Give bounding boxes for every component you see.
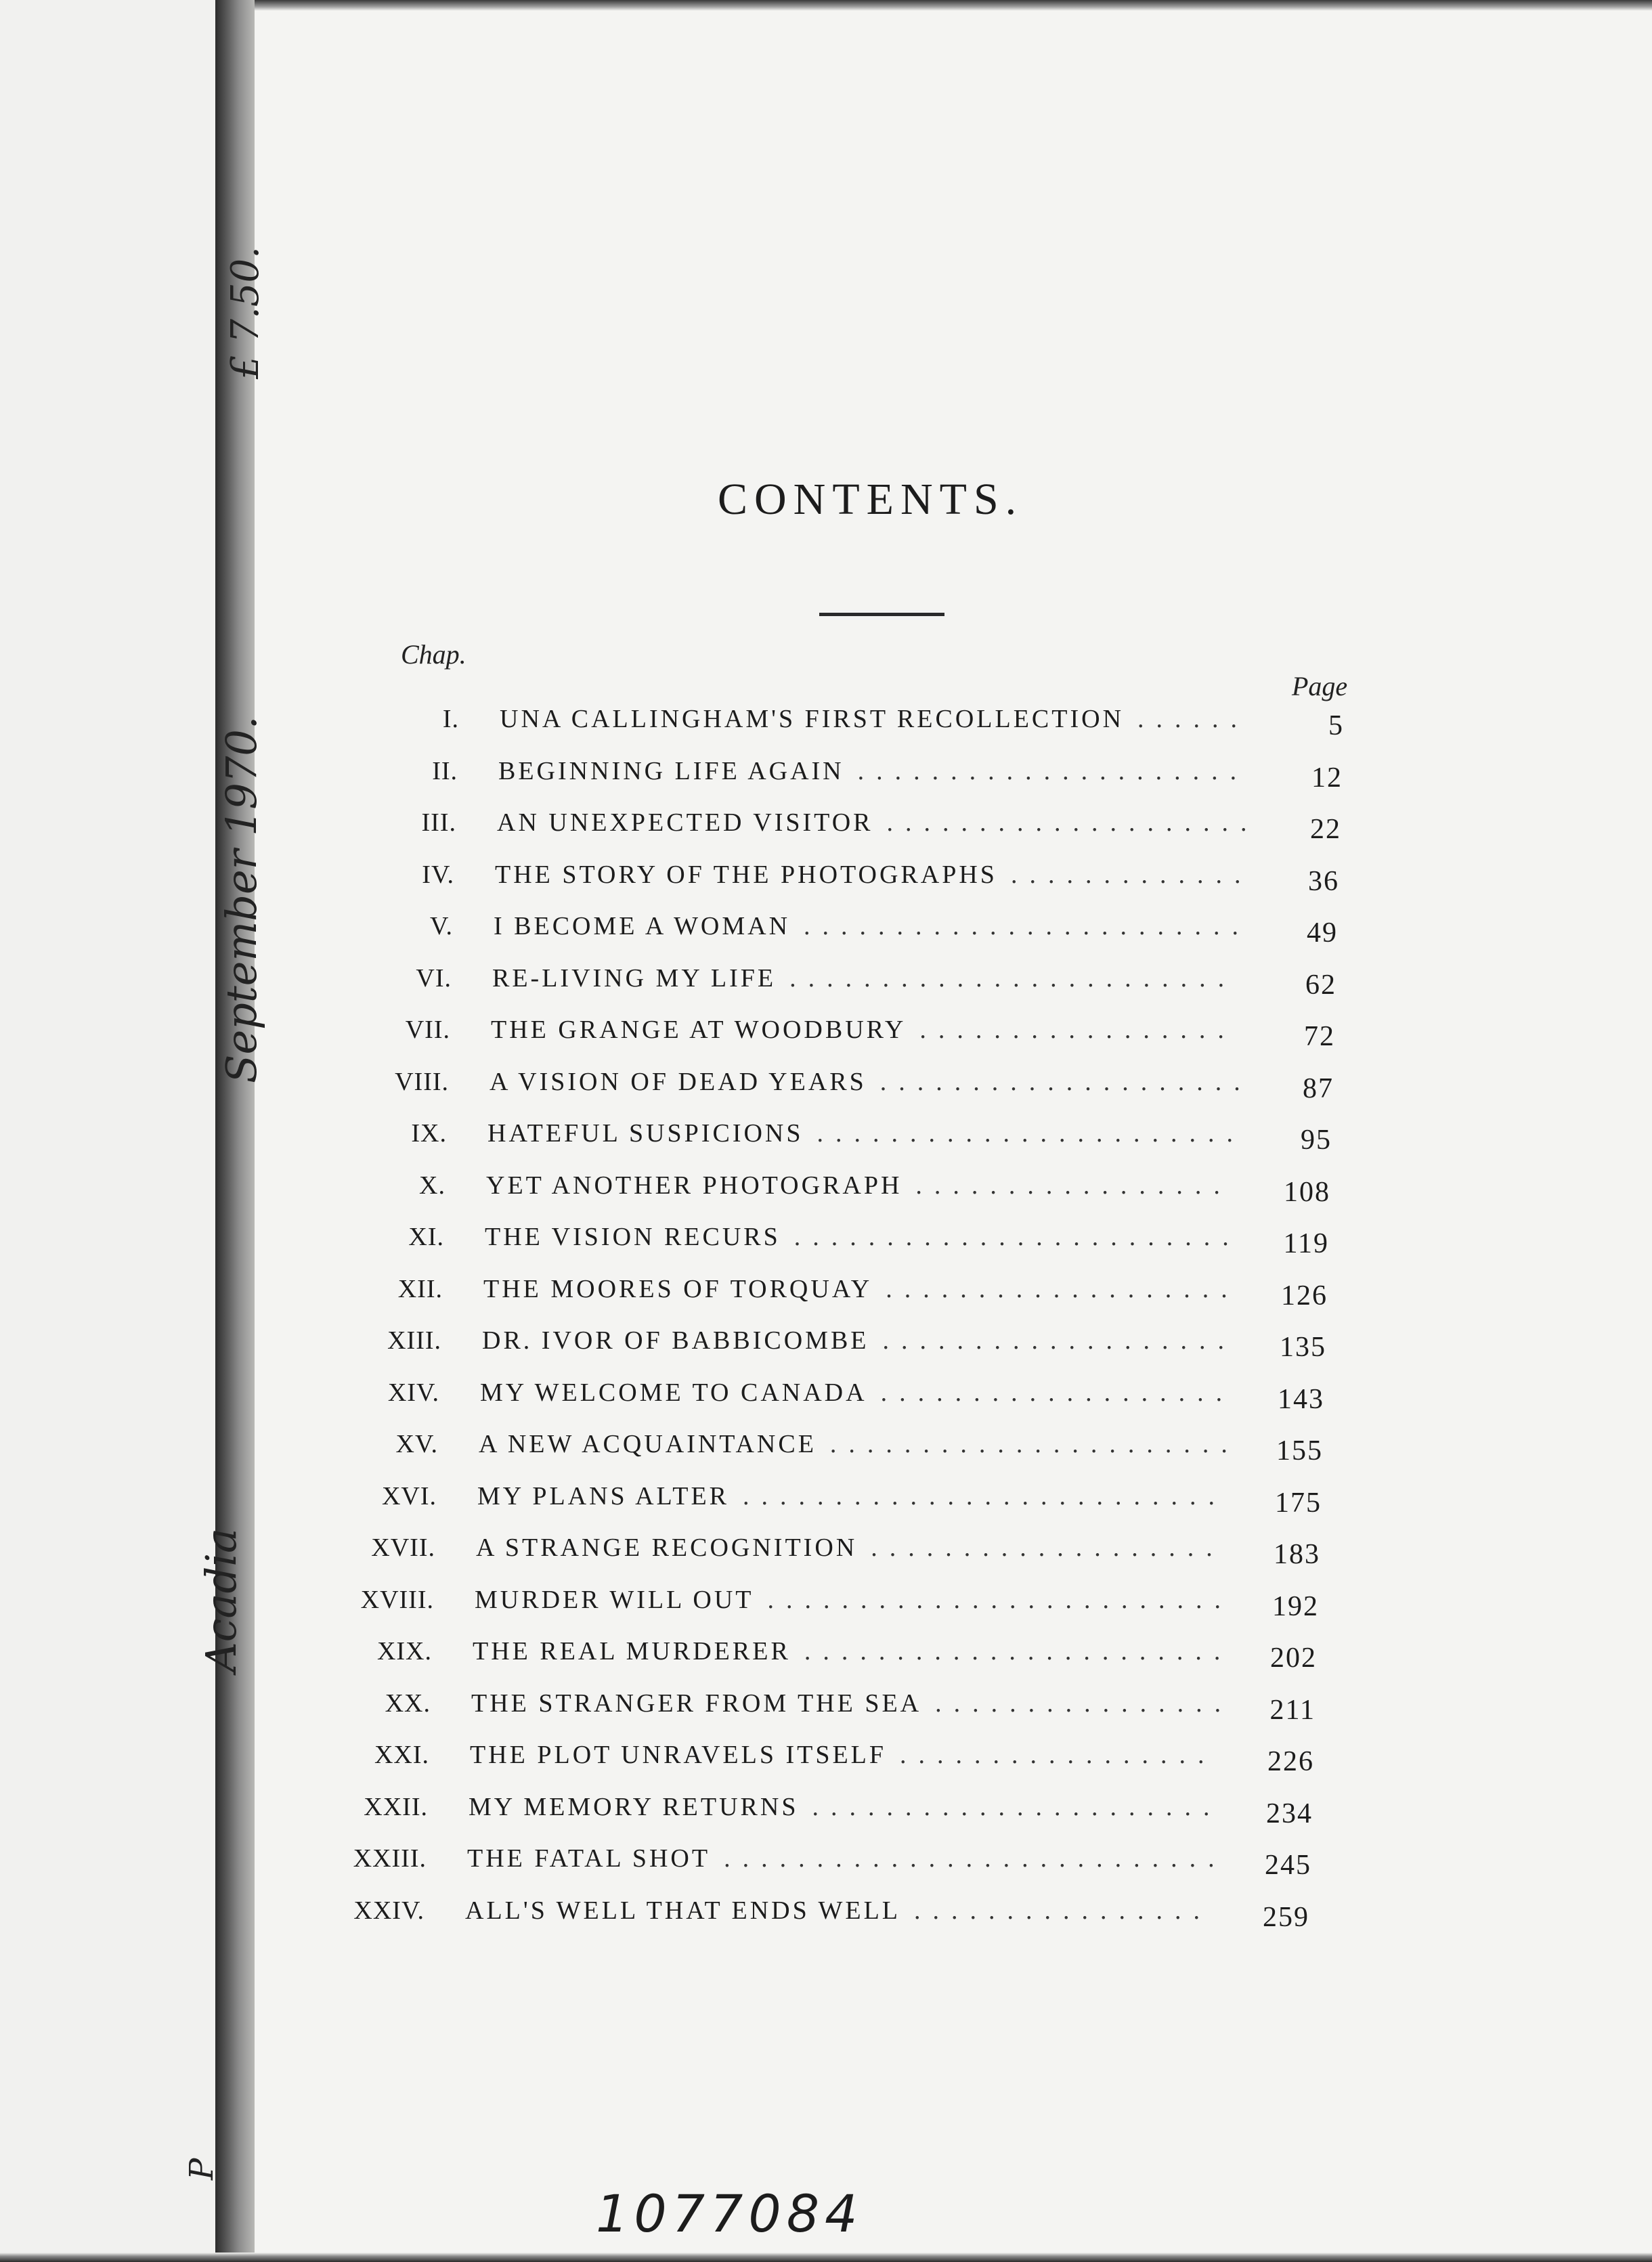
handwritten-price-note: £ 7.50. [223,246,267,379]
dot-leader: .................... [886,808,1259,838]
toc-entry [0,1378,1652,1418]
toc-entry [0,1689,1652,1729]
toc-entry [0,1222,1652,1263]
page-number: 36 [1308,865,1339,897]
toc-entry [0,1118,1652,1159]
page-number: 5 [1328,710,1344,741]
chapter-number: II. [432,756,458,785]
dot-leader: ..................... [857,756,1249,785]
chapter-number: XV. [395,1430,438,1459]
toc-entry [0,808,1652,848]
chapter-number: XX. [385,1689,431,1718]
chapter-title: ALL'S WELL THAT ENDS WELL [465,1896,901,1925]
handwritten-location-note: Acadia [196,1528,246,1672]
dot-leader: ............. [1010,860,1253,889]
chapter-number: XXIII. [353,1844,427,1873]
chapter-number: I. [442,705,459,733]
toc-entry [0,1792,1652,1833]
dot-leader: ........................ [804,912,1251,941]
toc-entry [0,1585,1652,1626]
dot-leader: ................ [935,1689,1234,1718]
chapter-number: XIX. [376,1637,432,1666]
toc-entry [0,963,1652,1004]
chapter-number: XVI. [381,1481,437,1510]
toc-entry [0,860,1652,900]
page-number: 183 [1274,1539,1320,1571]
chapter-title: THE VISION RECURS [485,1223,781,1252]
page-number: 72 [1304,1021,1335,1053]
page-number: 126 [1281,1280,1328,1311]
dot-leader: ................. [900,1741,1217,1770]
dot-leader: ................ [914,1896,1213,1925]
page-number: 12 [1311,762,1343,793]
dot-leader: .................... [879,1067,1253,1096]
dot-leader: ........................... [724,1844,1227,1873]
chapter-title: A STRANGE RECOGNITION [476,1534,858,1563]
dot-leader: ...................... [829,1430,1240,1459]
page-number: 226 [1267,1746,1314,1778]
dot-leader: ...... [1137,705,1250,733]
dot-leader: ...................... [812,1792,1222,1821]
chapter-title: THE PLOT UNRAVELS ITSELF [470,1741,887,1770]
toc-entry [0,1326,1652,1366]
dot-leader: ................. [915,1171,1232,1200]
chapter-title: YET ANOTHER PHOTOGRAPH [486,1171,903,1200]
toc-entry [0,1015,1652,1056]
page-number: 155 [1276,1435,1323,1467]
chapter-title: UNA CALLINGHAM'S FIRST RECOLLECTION [500,705,1125,733]
dot-leader: ........................ [789,963,1237,993]
page-number: 259 [1263,1902,1309,1933]
toc-entry [0,1740,1652,1781]
chapter-number: IX. [411,1119,447,1148]
chapter-title: MY MEMORY RETURNS [469,1792,799,1821]
page-number: 49 [1307,917,1338,949]
page-number: 119 [1283,1228,1329,1260]
page-number: 143 [1278,1383,1324,1415]
chapter-number: VIII. [395,1067,449,1096]
chapter-number: VII. [405,1016,450,1045]
chapter-number: XXIV. [353,1896,425,1925]
page-number: 62 [1305,969,1336,1001]
page-number: 245 [1265,1850,1311,1882]
chapter-title: THE STORY OF THE PHOTOGRAPHS [495,860,997,889]
page-number: 192 [1272,1590,1319,1622]
toc-entry [0,1067,1652,1108]
page-column-label: Page [1292,671,1348,701]
dot-leader: ....................... [817,1119,1245,1148]
page-number: 108 [1284,1176,1330,1208]
chapter-title: THE GRANGE AT WOODBURY [491,1016,907,1045]
dot-leader: ......................... [767,1585,1234,1614]
chapter-title: MURDER WILL OUT [475,1585,754,1614]
chapter-title: A NEW ACQUAINTANCE [479,1430,817,1459]
toc-entry [0,756,1652,797]
toc-entry [0,1274,1652,1315]
page-title: CONTENTS. [718,475,1024,524]
chapter-number: V. [429,912,453,941]
page-number: 87 [1303,1072,1334,1104]
toc-entry [0,1636,1652,1677]
chapter-number: XIII. [387,1326,441,1355]
dot-leader: ................... [880,1378,1235,1407]
chapter-title: A VISION OF DEAD YEARS [490,1067,867,1096]
dot-leader: ................... [871,1534,1225,1563]
dot-leader: ....................... [804,1637,1233,1666]
chapter-title: I BECOME A WOMAN [494,912,791,941]
chapter-column-label: Chap. [401,639,466,670]
chapter-number: XIV. [387,1378,439,1407]
chapter-number: XI. [408,1223,444,1252]
page-number: 202 [1270,1643,1317,1674]
handwritten-initial-note: P [183,2158,221,2180]
toc-entry [0,1844,1652,1884]
toc-entry [0,1481,1652,1522]
dot-leader: ................. [919,1016,1236,1045]
chapter-number: III. [421,808,456,838]
handwritten-date-note: September 1970. [217,716,266,1083]
chapter-title: BEGINNING LIFE AGAIN [498,756,844,785]
toc-entry [0,704,1652,745]
page-number: 95 [1301,1125,1332,1156]
chapter-title: MY PLANS ALTER [477,1481,730,1510]
chapter-title: HATEFUL SUSPICIONS [487,1119,804,1148]
dot-leader: ................... [886,1274,1240,1303]
page-number: 135 [1280,1332,1326,1364]
page-number: 22 [1310,814,1341,846]
dot-leader: .......................... [743,1481,1227,1510]
chapter-title: THE MOORES OF TORQUAY [483,1274,873,1303]
toc-entry [0,911,1652,952]
chapter-title: RE-LIVING MY LIFE [492,963,777,993]
chapter-number: VI. [416,963,452,993]
chapter-number: XVIII. [360,1585,434,1614]
chapter-number: XXI. [374,1741,429,1770]
chapter-title: THE STRANGER FROM THE SEA [471,1689,922,1718]
chapter-title: MY WELCOME TO CANADA [480,1378,867,1407]
chapter-number: XXII. [364,1792,428,1821]
accession-number: 1077084 [596,2183,863,2244]
chapter-title: DR. IVOR OF BABBICOMBE [482,1326,869,1355]
chapter-number: XVII. [371,1534,435,1563]
chapter-title: AN UNEXPECTED VISITOR [497,808,873,838]
toc-entry [0,1171,1652,1211]
toc-entry [0,1429,1652,1470]
page-number: 234 [1266,1798,1313,1829]
chapter-title: THE REAL MURDERER [473,1637,791,1666]
chapter-title: THE FATAL SHOT [467,1844,711,1873]
page-number: 175 [1275,1487,1322,1519]
toc-entry [0,1533,1652,1573]
toc-entry [0,1896,1652,1936]
chapter-number: XII. [397,1274,443,1303]
chapter-number: IV. [422,860,454,889]
chapter-number: X. [419,1171,445,1200]
page-number: 211 [1269,1694,1316,1726]
dot-leader: ................... [882,1326,1237,1355]
dot-leader: ........................ [794,1223,1241,1252]
